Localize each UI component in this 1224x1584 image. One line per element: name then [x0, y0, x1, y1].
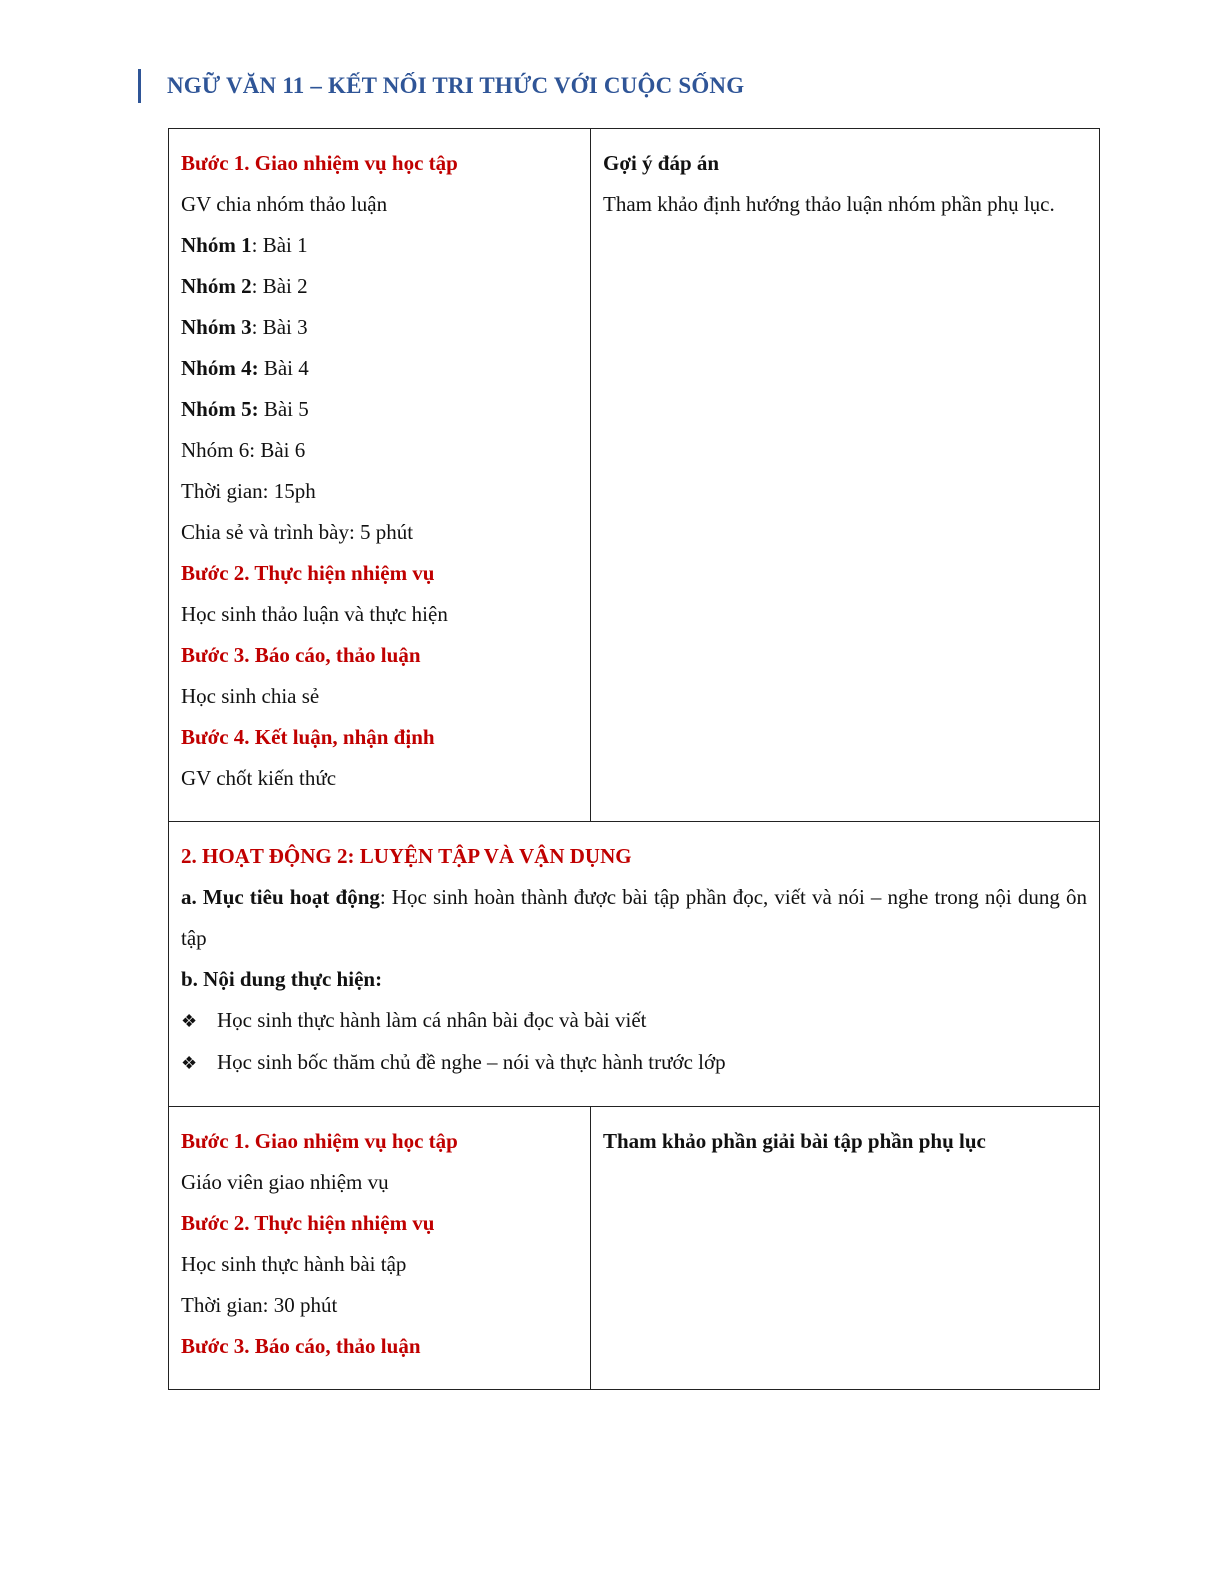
group-line-2: [181, 266, 578, 307]
group-name: Nhóm 2: [181, 274, 252, 298]
header-accent-bar: [138, 69, 141, 103]
diamond-bullet-icon: ❖: [181, 1053, 198, 1073]
group-value: Bài 1: [262, 233, 308, 257]
step4-text: GV chốt kiến thức: [181, 766, 337, 790]
bullet-text: Học sinh bốc thăm chủ đề nghe – nói và thực hành trước lớp: [217, 1050, 726, 1074]
goal-text: : Học sinh hoàn thành được bài tập phần đọc, viết và nói – nghe trong nội dung ôn tập: [181, 885, 1087, 950]
group-value: Bài 3: [262, 315, 308, 339]
page-title: NGỮ VĂN 11 – KẾT NỐI TRI THỨC VỚI CUỘC SỐNG: [167, 73, 745, 98]
step2-heading: Bước 2. Thực hiện nhiệm vụ: [181, 561, 435, 585]
practice-answer-heading: Tham khảo phần giải bài tập phần phụ lục: [603, 1129, 986, 1153]
activity2-title: 2. HOẠT ĐỘNG 2: LUYỆN TẬP VÀ VẬN DỤNG: [181, 844, 632, 868]
task-text: GV chia nhóm thảo luận: [181, 192, 388, 216]
share-text: Chia sẻ và trình bày: 5 phút: [181, 520, 414, 544]
group-value: Bài 5: [263, 397, 309, 421]
step2-text: Học sinh thực hành bài tập: [181, 1252, 407, 1276]
table-row: [169, 1107, 1100, 1390]
group-line-5: [181, 389, 578, 430]
diamond-bullet-icon: ❖: [181, 1011, 198, 1031]
group-line-4: [181, 348, 578, 389]
time-text: Thời gian: 30 phút: [181, 1293, 338, 1317]
answer-heading: Gợi ý đáp án: [603, 151, 720, 175]
group-line-3: [181, 307, 578, 348]
goal-paragraph: [181, 877, 1087, 959]
bullet-text: Học sinh thực hành làm cá nhân bài đọc và bài viết: [217, 1008, 647, 1032]
lesson-table: [168, 128, 1100, 1390]
group-sep: :: [251, 233, 263, 257]
practice-steps-cell: [169, 1107, 591, 1390]
table-row: [169, 129, 1100, 822]
practice-answer-cell: [591, 1107, 1100, 1390]
step3-heading: Bước 3. Báo cáo, thảo luận: [181, 643, 421, 667]
page-header: [138, 68, 744, 104]
group-line-6: Nhóm 6: Bài 6: [181, 438, 306, 462]
activity2-cell: [169, 822, 1100, 1107]
group-name: Nhóm 1: [181, 233, 252, 257]
goal-label: a. Mục tiêu hoạt động: [181, 885, 380, 909]
group-sep: :: [251, 315, 263, 339]
step3-heading: Bước 3. Báo cáo, thảo luận: [181, 1334, 421, 1358]
step2-heading: Bước 2. Thực hiện nhiệm vụ: [181, 1211, 435, 1235]
content-label: b. Nội dung thực hiện:: [181, 967, 383, 991]
step1-heading: Bước 1. Giao nhiệm vụ học tập: [181, 1129, 458, 1153]
group-name: Nhóm 3: [181, 315, 252, 339]
time-text: Thời gian: 15ph: [181, 479, 316, 503]
group-name: Nhóm 4:: [181, 356, 259, 380]
list-item: [181, 1000, 1087, 1042]
answer-text: Tham khảo định hướng thảo luận nhóm phần phụ lục.: [603, 192, 1055, 216]
step1-heading: Bước 1. Giao nhiệm vụ học tập: [181, 151, 458, 175]
group-line-1: [181, 225, 578, 266]
group-name: Nhóm 5:: [181, 397, 259, 421]
list-item: [181, 1042, 1087, 1084]
step4-heading: Bước 4. Kết luận, nhận định: [181, 725, 435, 749]
step1-text: Giáo viên giao nhiệm vụ: [181, 1170, 389, 1194]
group-sep: :: [251, 274, 263, 298]
step3-text: Học sinh chia sẻ: [181, 684, 320, 708]
table-row: [169, 822, 1100, 1107]
group-value: Bài 4: [263, 356, 309, 380]
group-value: Bài 2: [262, 274, 308, 298]
step2-text: Học sinh thảo luận và thực hiện: [181, 602, 448, 626]
answer-cell: [591, 129, 1100, 822]
activity-steps-cell: [169, 129, 591, 822]
